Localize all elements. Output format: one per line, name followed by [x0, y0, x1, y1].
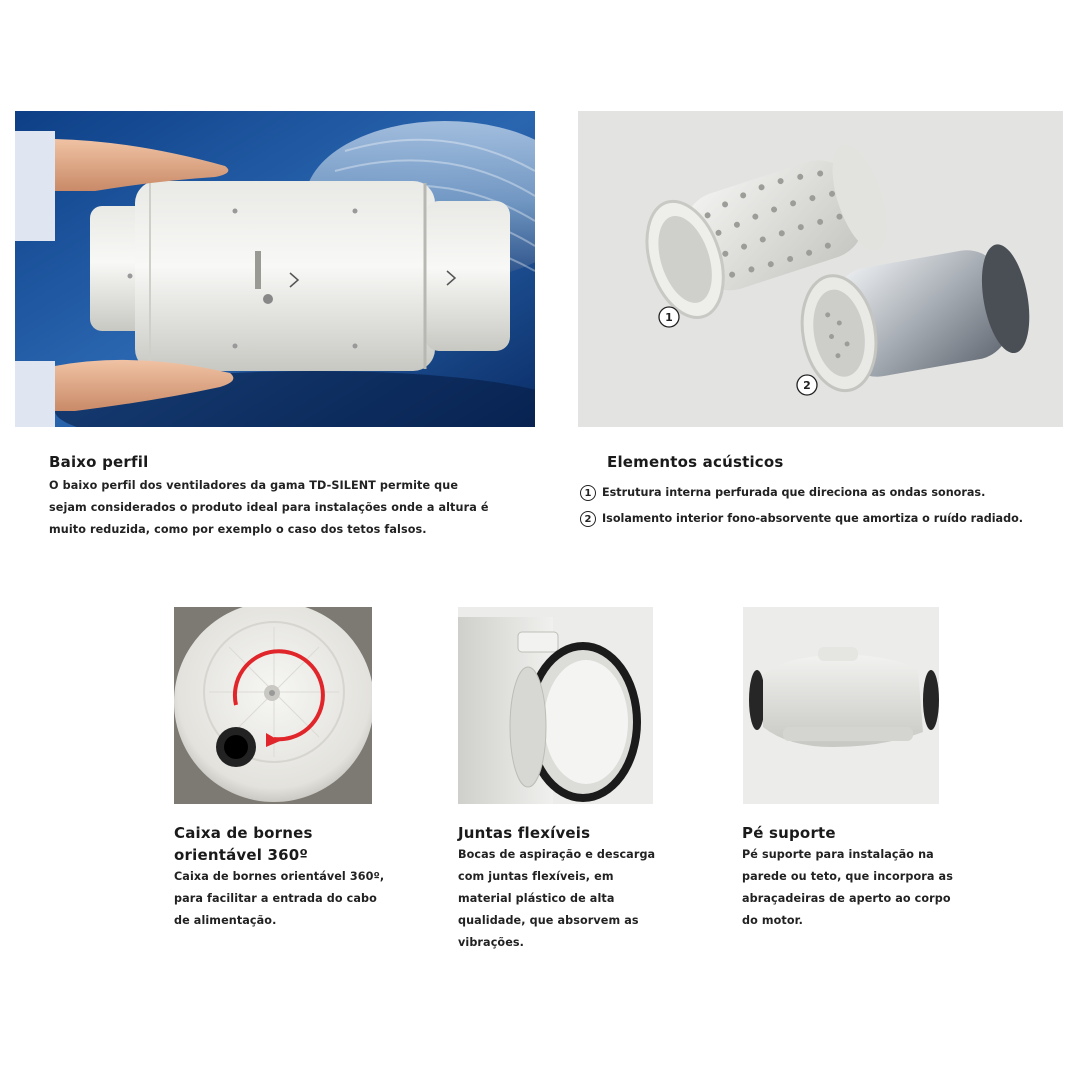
marker-2-label: 2: [803, 379, 811, 392]
acoustic-item: [580, 480, 1060, 506]
acoustic-item-text: Estrutura interna perfurada que direciona as ondas sonoras.: [602, 486, 986, 499]
terminal-box-title-line: Caixa de bornes: [174, 824, 313, 842]
acoustic-item: [580, 506, 1060, 532]
terminal-box-line: Caixa de bornes orientável 360º,: [174, 870, 385, 883]
low-profile-title: Baixo perfil: [49, 453, 149, 471]
flexible-joints-line: vibrações.: [458, 936, 525, 949]
terminal-box-text-block: [174, 822, 424, 932]
flexible-joints-line: com juntas flexíveis, em: [458, 870, 614, 883]
item-number-badge: 2: [580, 511, 596, 527]
low-profile-photo: [15, 111, 535, 427]
support-foot-line: Pé suporte para instalação na: [742, 848, 934, 861]
low-profile-line: muito reduzida, como por exemplo o caso dos tetos falsos.: [49, 523, 427, 536]
flexible-joints-line: Bocas de aspiração e descarga: [458, 848, 656, 861]
low-profile-line: sejam considerados o produto ideal para instalações onde a altura é: [49, 501, 489, 514]
support-foot-text-block: [742, 822, 1002, 932]
flexible-joints-photo: [458, 607, 653, 804]
support-foot-title: Pé suporte: [742, 824, 836, 842]
terminal-box-line: de alimentação.: [174, 914, 277, 927]
acoustic-title: Elementos acústicos: [607, 453, 784, 471]
flexible-joints-title: Juntas flexíveis: [458, 824, 591, 842]
flexible-joints-text-block: [458, 822, 708, 954]
acoustic-item-text: Isolamento interior fono-absorvente que amortiza o ruído radiado.: [602, 512, 1024, 525]
low-profile-line: O baixo perfil dos ventiladores da gama TD-SILENT permite que: [49, 479, 459, 492]
support-foot-photo: [743, 607, 939, 804]
acoustic-text-block: [580, 453, 1060, 532]
support-foot-line: parede ou teto, que incorpora as: [742, 870, 953, 883]
support-foot-line: abraçadeiras de aperto ao corpo: [742, 892, 951, 905]
terminal-box-line: para facilitar a entrada do cabo: [174, 892, 377, 905]
flexible-joints-line: material plástico de alta: [458, 892, 615, 905]
marker-1-label: 1: [665, 311, 673, 324]
acoustic-elements-photo: [578, 111, 1063, 427]
terminal-box-title-line: orientável 360º: [174, 846, 309, 864]
low-profile-text-block: [49, 453, 519, 541]
item-number-badge: 1: [580, 485, 596, 501]
terminal-box-photo: [174, 607, 372, 804]
flexible-joints-line: qualidade, que absorvem as: [458, 914, 639, 927]
support-foot-line: do motor.: [742, 914, 804, 927]
